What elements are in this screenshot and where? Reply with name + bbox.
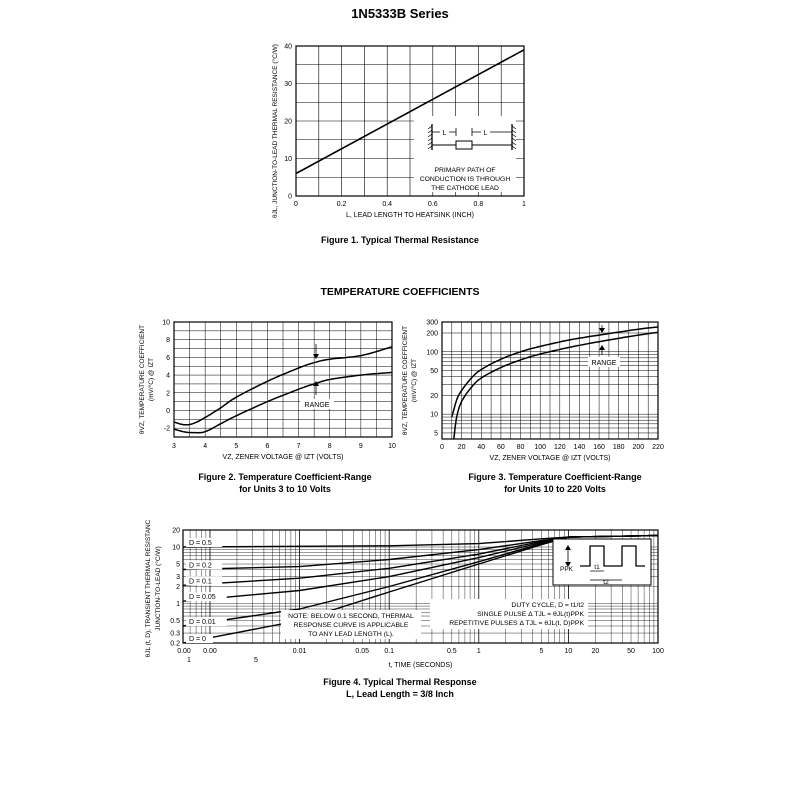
fig4-xlabel: t, TIME (SECONDS)	[388, 662, 453, 669]
fig4-inset-label-t1: t1	[594, 564, 600, 571]
fig4-ytick: 3	[176, 574, 180, 582]
fig3-ytick: 100	[426, 349, 438, 357]
fig3-xtick: 0	[440, 444, 444, 451]
fig4-xtick: 100	[652, 648, 664, 655]
fig4-ytick: 0.5	[170, 618, 180, 626]
fig1-ytick: 0	[288, 193, 292, 201]
fig4-xtick: 0.05	[355, 648, 370, 655]
fig4-xtick-row2: 5	[254, 657, 258, 664]
fig3-xtick: 80	[516, 444, 525, 451]
fig3-series-upper	[452, 327, 658, 417]
fig3-xtick: 20	[457, 444, 466, 451]
figure2-caption-line2: for Units 3 to 10 Volts	[239, 484, 331, 494]
fig4-note-left: NOTE: BELOW 0.1 SECOND, THERMAL	[288, 613, 414, 620]
figure2-caption-line1: Figure 2. Temperature Coefficient-Range	[198, 472, 372, 482]
fig1-xtick: 0.4	[382, 201, 393, 208]
fig4-ytick: 20	[172, 527, 180, 535]
fig1-ytick: 10	[284, 156, 292, 163]
fig3-ytick: 50	[430, 368, 438, 376]
fig2-ytick: 4	[166, 372, 170, 380]
fig1-ytick: 40	[284, 43, 292, 51]
fig2-ytick: 10	[162, 319, 170, 327]
page-title: 1N5333B Series	[351, 6, 449, 21]
fig3-xtick: 100	[534, 444, 547, 451]
fig3-xtick: 40	[477, 444, 486, 451]
fig4-xtick: 50	[627, 648, 635, 655]
fig1-ytick: 20	[284, 118, 292, 126]
fig4-note-right: SINGLE PULSE Δ TJL = θJL(t)PPK	[477, 611, 584, 618]
fig2-ytick: 6	[166, 354, 170, 362]
section-title: TEMPERATURE COEFFICIENTS	[320, 286, 480, 298]
fig1-ylabel: θJL, JUNCTION-TO-LEAD THERMAL RESISTANCE (°C/W)	[272, 44, 279, 218]
fig4-xtick: 5	[539, 648, 544, 655]
fig4-ytick: 0.3	[170, 630, 180, 638]
fig4-xtick: 0.1	[384, 648, 395, 655]
fig4-note-right: DUTY CYCLE, D = t1/t2	[511, 602, 584, 609]
figure4-caption-line1: Figure 4. Typical Thermal Response	[323, 677, 477, 687]
fig1-inset-note: CONDUCTION IS THROUGH	[419, 176, 511, 183]
fig3-range-label: RANGE	[591, 360, 617, 367]
fig3-xtick: 220	[652, 444, 664, 451]
fig1-inset-label-L: L	[483, 130, 488, 137]
fig1-inset-diode	[456, 141, 472, 149]
fig4-ytick: 2	[176, 584, 180, 591]
figure3-caption-line2: for Units 10 to 220 Volts	[504, 484, 606, 494]
fig1-xlabel: L, LEAD LENGTH TO HEATSINK (INCH)	[346, 212, 474, 219]
fig3-xtick: 60	[497, 444, 505, 451]
fig1-xtick: 0.2	[336, 201, 347, 208]
fig4-series-label: D = 0.2	[189, 562, 212, 570]
fig4-note-left: RESPONSE CURVE IS APPLICABLE	[293, 622, 409, 629]
fig4-xtick-row2: 1	[187, 657, 191, 664]
fig2-xtick: 9	[358, 443, 363, 450]
fig4-series-label: D = 0.5	[189, 540, 212, 548]
fig4-xtick: 10	[564, 648, 573, 655]
fig2-xtick: 7	[296, 443, 301, 450]
fig3-range-arrowhead-top	[599, 328, 605, 333]
fig1-xtick: 0	[294, 201, 298, 208]
fig4-xtick: 0.5	[446, 648, 457, 655]
fig2-xtick: 10	[388, 443, 396, 450]
fig2-xlabel: VZ, ZENER VOLTAGE @ IZT (VOLTS)	[222, 454, 344, 461]
fig1-inset-note: THE CATHODE LEAD	[431, 185, 499, 192]
fig2-xtick: 8	[327, 443, 332, 450]
fig4-note-left: TO ANY LEAD LENGTH (L).	[308, 631, 394, 638]
figure1-caption: Figure 1. Typical Thermal Resistance	[321, 235, 479, 245]
fig3-range-arrowhead-bottom	[599, 345, 605, 350]
fig3-xlabel: VZ, ZENER VOLTAGE @ IZT (VOLTS)	[489, 455, 611, 462]
fig2-xtick: 3	[172, 443, 176, 450]
fig4-inset-label-ppk: PPK	[560, 566, 574, 573]
fig2-range-label: RANGE	[304, 402, 330, 409]
fig4-ytick: 5	[176, 561, 180, 569]
fig2-ytick: 2	[166, 390, 170, 398]
fig3-ytick: 300	[426, 319, 438, 327]
fig4-xtick: 0.00	[177, 648, 191, 655]
fig3-ytick: 20	[430, 392, 438, 400]
fig2-xtick: 4	[203, 443, 208, 450]
fig4-series-label: D = 0.1	[189, 578, 212, 586]
fig3-series-lower	[454, 332, 658, 439]
fig4-inset-label-t2: t2	[603, 579, 609, 586]
figure3-caption-line1: Figure 3. Temperature Coefficient-Range	[468, 472, 642, 482]
fig1-xtick: 1	[522, 201, 526, 208]
fig1-inset-note: PRIMARY PATH OF	[434, 167, 496, 174]
fig3-xtick: 120	[553, 444, 566, 451]
fig1-inset-label-L: L	[442, 130, 447, 137]
fig3-ylabel: θVZ, TEMPERATURE COEFFICIENT	[402, 325, 409, 436]
fig2-ytick: -2	[163, 425, 170, 433]
fig4-note-right: REPETITIVE PULSES Δ TJL = θJL(t, D)PPK	[449, 620, 584, 627]
fig2-ytick: 0	[166, 407, 170, 415]
fig4-xtick: 0.01	[292, 648, 307, 655]
fig2-ylabel: (mV/°C) @ IZT	[148, 357, 155, 402]
fig4-xtick: 1	[476, 648, 481, 655]
fig2-xtick: 5	[234, 443, 239, 450]
fig4-ylabel: θJL (t, D), TRANSIENT THERMAL RESISTANC	[145, 519, 152, 658]
fig2-ytick: 8	[166, 337, 170, 345]
fig4-series-label: D = 0.01	[189, 618, 216, 626]
fig4-ytick: 0.2	[170, 640, 180, 648]
fig4-ylabel: JUNCTION-TO-LEAD (°C/W)	[155, 546, 162, 631]
fig1-xtick: 0.6	[427, 201, 438, 208]
fig2-ylabel: θVZ, TEMPERATURE COEFFICIENT	[139, 324, 146, 435]
fig3-xtick: 140	[573, 444, 586, 451]
fig4-ytick: 1	[176, 601, 180, 609]
fig3-ylabel: (mV/°C) @ IZT	[411, 358, 418, 403]
fig4-series-label: D = 0	[189, 636, 206, 643]
fig4-xtick: 0.00	[203, 648, 217, 655]
fig1-xtick: 0.8	[473, 201, 484, 208]
fig3-ytick: 5	[434, 430, 438, 438]
fig4-xtick: 20	[591, 648, 600, 655]
fig2-xtick: 6	[265, 443, 270, 450]
fig3-xtick: 160	[593, 444, 605, 451]
fig3-xtick: 180	[612, 444, 625, 451]
fig3-ytick: 200	[426, 330, 438, 338]
fig3-xtick: 200	[632, 444, 645, 451]
fig4-series-label: D = 0.05	[189, 594, 216, 602]
fig3-ytick: 10	[430, 411, 438, 419]
fig4-ytick: 10	[172, 544, 180, 552]
figure4-caption-line2: L, Lead Length = 3/8 Inch	[346, 689, 454, 699]
fig1-ytick: 30	[284, 81, 292, 88]
